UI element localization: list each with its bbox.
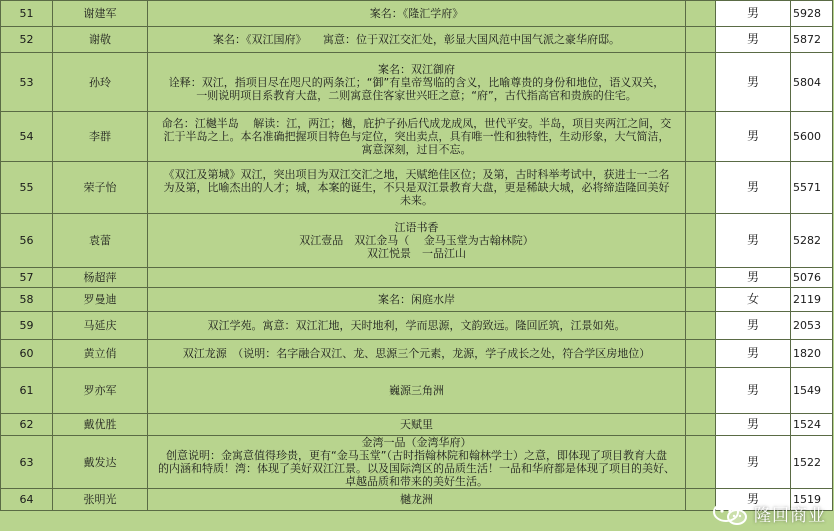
description-line: 江语书香: [394, 221, 439, 234]
table-row: [1, 268, 833, 288]
row-number: 52: [1, 27, 53, 53]
gender-cell: 男: [716, 436, 791, 489]
row-number: 54: [1, 112, 53, 162]
gender-cell: 女: [716, 288, 791, 312]
empty-cell: [686, 112, 716, 162]
participant-name: 马延庆: [53, 312, 148, 340]
table-row: [1, 368, 833, 414]
table-body: [1, 1, 833, 511]
table-row: [1, 312, 833, 340]
empty-cell: [686, 312, 716, 340]
vote-count: 5282: [791, 214, 833, 268]
row-number: 51: [1, 1, 53, 27]
description-line: 诠释：双江，指项目尽在咫尺的两条江；“御”有皇帝驾临的含义，比喻尊贵的身份和地位，语义双关，: [168, 75, 665, 89]
empty-cell: [686, 436, 716, 489]
description-line: 的内涵和特质！湾：体现了美好双江江景。以及国际湾区的品质生活！一品和华府都是体现了项目的美好、: [158, 462, 675, 475]
participant-name: 李群: [53, 112, 148, 162]
proposal-description: [148, 214, 686, 268]
participant-name: 戴发达: [53, 436, 148, 489]
vote-count: 1519: [791, 489, 833, 511]
vote-count: 5076: [791, 268, 833, 288]
vote-count: 5872: [791, 27, 833, 53]
participant-name: 荣子怡: [53, 162, 148, 214]
row-number: 60: [1, 340, 53, 368]
gender-cell: 男: [716, 27, 791, 53]
gender-cell: 男: [716, 368, 791, 414]
description-line: 《双江及第城》双江，突出项目为双江交汇之地，天赋绝佳区位；及第，古时科举考试中，获进士一二名: [163, 168, 670, 181]
table-row: [1, 436, 833, 489]
description-line: 案名：《双江国府》 寓意：位于双江交汇处，彰显大国风范中国气派之豪华府邸。: [213, 33, 620, 46]
table-row: [1, 414, 833, 436]
description-line: 案名：双江御府: [378, 62, 455, 76]
participant-name: 黄立俏: [53, 340, 148, 368]
gender-cell: 男: [716, 489, 791, 511]
proposal-description: [148, 414, 686, 436]
row-number: 62: [1, 414, 53, 436]
empty-cell: [686, 214, 716, 268]
row-number: 55: [1, 162, 53, 214]
description-line: 金湾一品（金湾华府）: [361, 436, 472, 449]
row-number: 57: [1, 268, 53, 288]
watermark-text: 隆回商业: [754, 506, 826, 526]
empty-cell: [686, 489, 716, 511]
description-line: 双江龙源 （说明：名字融合双江、龙、思源三个元素，龙源，学子成长之处，符合学区房地位）: [182, 347, 651, 360]
table-row: [1, 27, 833, 53]
gender-cell: 男: [716, 53, 791, 112]
description-line: 命名：江樾半岛 解读：江，两江；樾，庇护子孙后代成龙成凤，世代平安。半岛，项目夹两江之间，交: [161, 117, 672, 130]
proposal-description: [148, 1, 686, 27]
participant-name: 杨超萍: [53, 268, 148, 288]
empty-cell: [686, 53, 716, 112]
vote-count: 5928: [791, 1, 833, 27]
description-line: 为及第，比喻杰出的人才；城，本案的诞生，不只是双江景教育大盘，更是稀缺大城，必将缔造隆回美好: [163, 181, 670, 194]
empty-cell: [686, 340, 716, 368]
description-line: 案名：《隆汇学府》: [369, 7, 464, 20]
description-line: 一则说明项目系教育大盘，二则寓意住客家世兴旺之意；“府”，古代指高官和贵族的住宅。: [196, 88, 637, 102]
proposal-description: [148, 489, 686, 511]
description-line: 天赋里: [400, 418, 433, 431]
vote-count: 2119: [791, 288, 833, 312]
participant-name: 孙玲: [53, 53, 148, 112]
description-line: 双江悦景 一品江山: [367, 247, 466, 260]
gender-cell: 男: [716, 162, 791, 214]
proposal-description: [148, 340, 686, 368]
empty-cell: [686, 288, 716, 312]
proposal-description: [148, 53, 686, 112]
participant-name: 谢敬: [53, 27, 148, 53]
empty-cell: [686, 268, 716, 288]
description-line: 寓意深刻，过目不忘。: [361, 143, 472, 156]
empty-cell: [686, 27, 716, 53]
description-line: 双江壹品 双江金马（ 金马玉堂为古翰林院）: [299, 234, 534, 247]
description-line: 樾龙洲: [400, 493, 433, 506]
gender-cell: 男: [716, 312, 791, 340]
table-row: [1, 214, 833, 268]
proposal-description: [148, 268, 686, 288]
participant-name: 罗曼迪: [53, 288, 148, 312]
empty-cell: [686, 162, 716, 214]
description-line: 创意说明：金寓意值得珍贵，更有“金马玉堂”（古时指翰林院和翰林学士）之意，即体现了项目教育大盘: [166, 449, 667, 462]
row-number: 61: [1, 368, 53, 414]
proposal-description: [148, 27, 686, 53]
description-line: 巍源三角洲: [389, 384, 444, 397]
proposal-description: [148, 436, 686, 489]
row-number: 59: [1, 312, 53, 340]
vote-count: 1820: [791, 340, 833, 368]
table-row: [1, 112, 833, 162]
vote-count: 5571: [791, 162, 833, 214]
description-line: 汇于半岛之上。本名准确把握项目特色与定位，突出卖点，具有唯一性和独特性，生动形象，大气简洁，: [163, 130, 670, 143]
vote-count: 1524: [791, 414, 833, 436]
proposal-description: [148, 112, 686, 162]
empty-cell: [686, 414, 716, 436]
participant-name: 袁蕾: [53, 214, 148, 268]
gender-cell: 男: [716, 214, 791, 268]
gender-cell: 男: [716, 414, 791, 436]
participant-name: 张明光: [53, 489, 148, 511]
gender-cell: 男: [716, 1, 791, 27]
description-line: 案名：闲庭水岸: [378, 293, 455, 306]
proposal-description: [148, 162, 686, 214]
vote-count: 5600: [791, 112, 833, 162]
table-row: [1, 489, 833, 511]
vote-count: 1549: [791, 368, 833, 414]
gender-cell: 男: [716, 268, 791, 288]
row-number: 56: [1, 214, 53, 268]
description-line: 未来。: [400, 194, 433, 207]
description-line: 卓越品质和带来的美好生活。: [345, 475, 488, 488]
empty-cell: [686, 1, 716, 27]
vote-count: 5804: [791, 53, 833, 112]
gender-cell: 男: [716, 340, 791, 368]
proposal-description: [148, 288, 686, 312]
row-number: 53: [1, 53, 53, 112]
row-number: 63: [1, 436, 53, 489]
empty-cell: [686, 368, 716, 414]
description-line: 双江学苑。寓意：双江汇地，天时地利，学而思源，文韵致远。隆回匠筑，江景如苑。: [207, 319, 626, 332]
participant-name: 罗亦军: [53, 368, 148, 414]
proposal-description: [148, 312, 686, 340]
participant-name: 戴优胜: [53, 414, 148, 436]
proposal-description: [148, 368, 686, 414]
vote-count: 2053: [791, 312, 833, 340]
vote-count: 1522: [791, 436, 833, 489]
table-row: [1, 340, 833, 368]
participant-name: 谢建军: [53, 1, 148, 27]
row-number: 64: [1, 489, 53, 511]
table-row: [1, 1, 833, 27]
table-row: [1, 288, 833, 312]
table-row: [1, 162, 833, 214]
row-number: 58: [1, 288, 53, 312]
gender-cell: 男: [716, 112, 791, 162]
table-row: [1, 53, 833, 112]
